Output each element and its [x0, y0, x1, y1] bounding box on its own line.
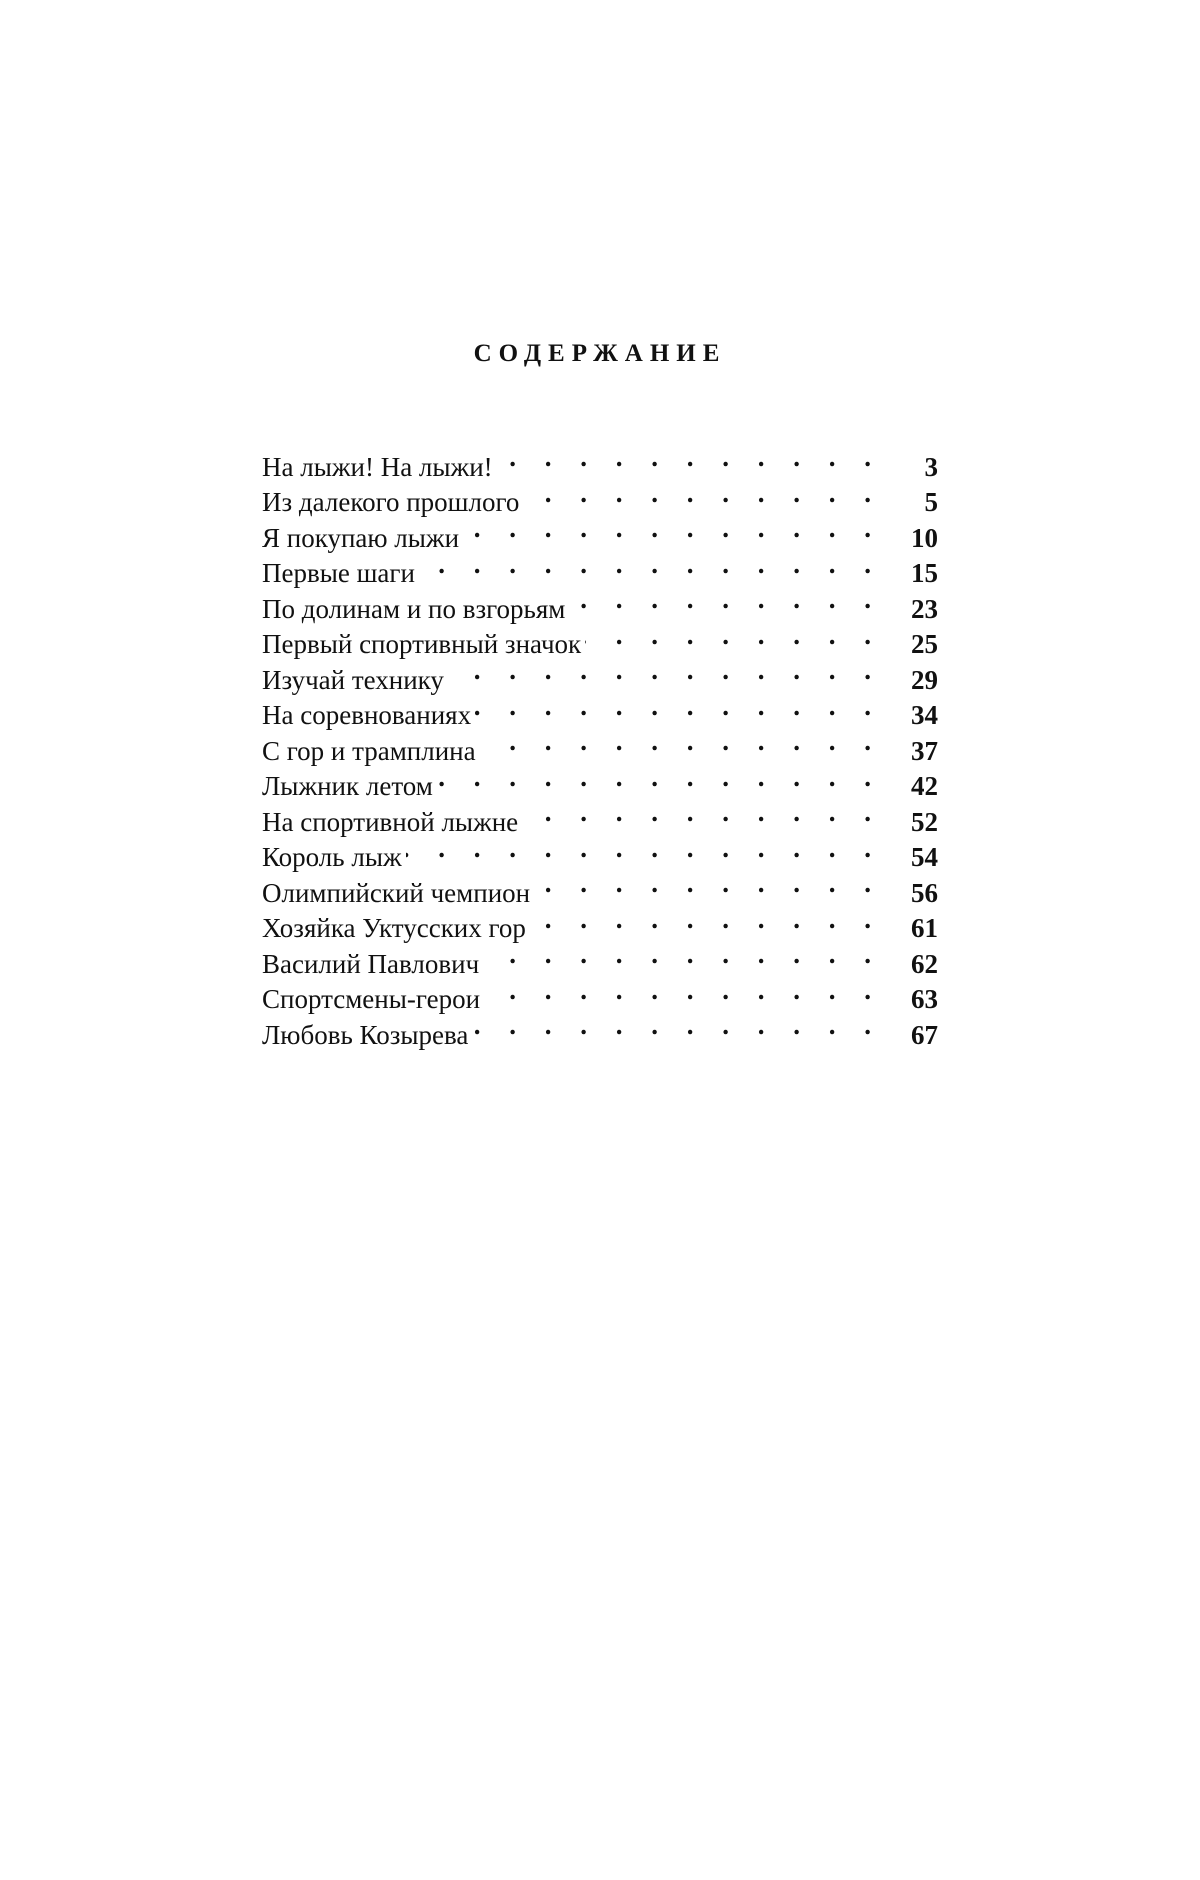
toc-page-number: 23 [911, 593, 938, 624]
dot-leader [480, 724, 882, 760]
toc-heading: СОДЕРЖАНИЕ [473, 340, 727, 367]
dot-leader [585, 618, 882, 654]
toc-entry-title: По долинам и по взгорьям [262, 593, 566, 624]
toc-entry-title: Спортсмены-герои [262, 984, 481, 1014]
dot-leader [523, 476, 882, 512]
toc-page-number: 42 [911, 771, 938, 801]
toc-list [262, 440, 938, 1050]
dot-leader [484, 973, 882, 1009]
toc-page-number: 62 [911, 948, 938, 979]
toc-page-number: 5 [924, 487, 938, 517]
toc-entry-title: Первые шаги [262, 558, 415, 588]
toc-entry-title: Из далекого прошлого [262, 487, 520, 517]
toc-entry-title: На спортивной лыжне [262, 806, 519, 837]
toc-page-number: 56 [911, 877, 938, 908]
toc-page-number: 25 [911, 629, 938, 659]
toc-page-number: 15 [911, 558, 938, 588]
toc-page-number: 37 [911, 735, 938, 766]
toc-page-number: 3 [924, 451, 938, 482]
toc-entry-title: Я покупаю лыжи [262, 522, 460, 553]
toc-entry-title: На лыжи! На лыжи! [262, 451, 493, 482]
toc-entry-title: С гор и трамплина [262, 735, 476, 766]
toc-page-number: 34 [911, 700, 938, 730]
dot-leader [472, 1008, 882, 1044]
dot-leader [497, 440, 882, 476]
dot-leader [530, 902, 882, 938]
toc-entry-title: На соревнованиях [262, 700, 472, 730]
toc-page-number: 54 [911, 842, 938, 872]
dot-leader [437, 760, 882, 796]
toc-page-number: 10 [911, 522, 938, 553]
dot-leader [569, 582, 882, 618]
dot-leader [483, 937, 882, 973]
dot-leader [448, 653, 882, 689]
toc-page-number: 63 [911, 984, 938, 1014]
toc-entry-title: Лыжник летом [262, 771, 433, 801]
dot-leader [475, 689, 882, 725]
toc-entry-title: Хозяйка Уктусских гор [262, 913, 526, 943]
dot-leader [534, 866, 882, 902]
dot-leader [522, 795, 882, 831]
toc-entry-title: Король лыж [262, 842, 402, 872]
toc-page-number: 52 [911, 806, 938, 837]
dot-leader [419, 547, 882, 583]
toc-entry-title: Первый спортивный значок [262, 629, 582, 659]
dot-leader [463, 511, 882, 547]
toc-entry-title: Изучай технику [262, 664, 444, 695]
toc-entry-title: Любовь Козырева [262, 1019, 469, 1050]
toc-page-number: 61 [911, 913, 938, 943]
toc-page-number: 67 [911, 1019, 938, 1050]
dot-leader [406, 831, 882, 867]
toc-entry [262, 440, 938, 482]
toc-entry-title: Василий Павлович [262, 948, 480, 979]
toc-page-number: 29 [911, 664, 938, 695]
toc-entry-title: Олимпийский чемпион [262, 877, 531, 908]
